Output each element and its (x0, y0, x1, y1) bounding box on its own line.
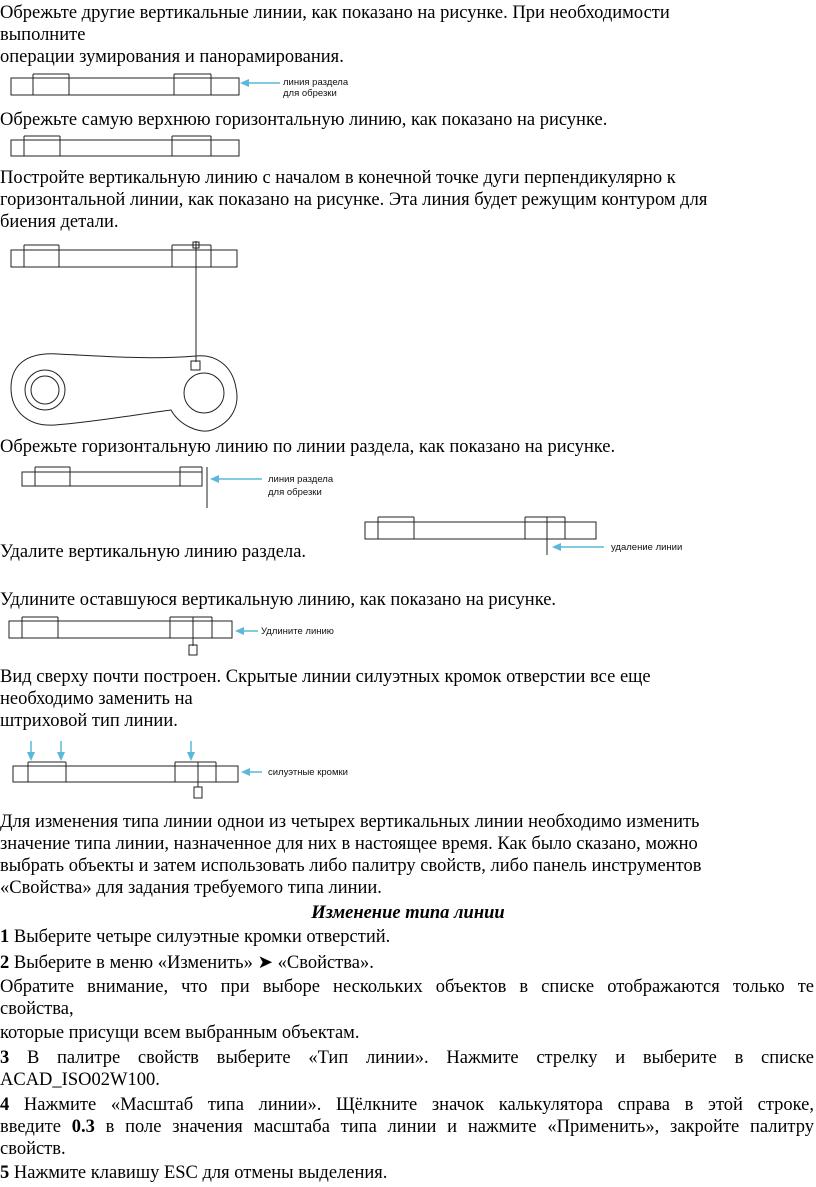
paragraph-8-line-3: выбрать объекты и затем использовать либо палитру свойств, либо панель инструментов (0, 856, 702, 876)
paragraph-3-line-3: биения детали. (0, 212, 119, 232)
step-2-text: Выберите в меню «Изменить» ➤ «Свойства». (9, 953, 374, 973)
paragraph-7-line-3: штриховой тип линии. (0, 711, 178, 731)
figure-3-cutting-contour (0, 238, 816, 438)
step-3-line-1 (0, 1047, 814, 1069)
step-4-line-2 (0, 1116, 814, 1138)
arrow-icon (235, 627, 258, 635)
paragraph-8-line-1: Для изменения типа линии однои из четырех вертикальных линии необходимо изменить (0, 812, 700, 832)
paragraph-3-line-2: горизонтальной линии, как показано на рисунке. Эта линия будет режущим контуром для (0, 190, 708, 210)
step-4-line-1 (0, 1094, 814, 1116)
step-1-number: 1 (0, 927, 10, 947)
section-title: Изменение типа линии (311, 903, 505, 923)
step-4-rest: в поле значения масштаба типа линии и нажмите «Применить», закройте палитру (94, 1117, 814, 1137)
arrow-icon (552, 543, 604, 551)
step-3-text: В палитре свойств выберите «Тип линии». Нажмите стрелку и выберите в списке (9, 1048, 814, 1068)
fig4-label-line2: для обрезки (268, 487, 322, 498)
arrow-down-icon (27, 741, 195, 761)
paragraph-1-line-3: операции зумирования и панорамирования. (0, 47, 344, 67)
step-5 (0, 1162, 387, 1184)
step-3-number: 3 (0, 1048, 10, 1068)
paragraph-2: Обрежьте самую верхнюю горизонтальную линию, как показано на рисунке. (0, 110, 608, 130)
note-line-1: Обратите внимание, что при выборе нескольких объектов в списке отображаются только те (0, 977, 814, 997)
step-5-number: 5 (0, 1163, 10, 1183)
fig1-label-line2: для обрезки (283, 88, 337, 99)
paragraph-5: Удалите вертикальную линию раздела. (0, 542, 307, 562)
figure-1-trim-vertical (0, 0, 816, 110)
step-4-text: Нажмите «Масштаб типа линии». Щёлкните значок калькулятора справа в этой строке, (9, 1095, 814, 1115)
fig6-label: Удлините линию (261, 626, 334, 637)
fig1-label-line1: линия раздела (283, 77, 349, 88)
fig5-label: удаление линии (611, 542, 683, 553)
step-4-line-3: свойств. (0, 1139, 66, 1159)
step-3-line-2: ACAD_ISO02W100. (0, 1070, 160, 1090)
figure-6-extend-line (0, 612, 816, 662)
step-1-text: Выберите четыре силуэтные кромки отверстий. (9, 927, 391, 947)
paragraph-6: Удлините оставшуюся вертикальную линию, как показано на рисунке. (0, 590, 557, 610)
paragraph-7-line-1: Вид сверху почти построен. Скрытые линии силуэтных кромок отверстии все еще (0, 667, 651, 687)
arrow-icon (241, 768, 262, 776)
paragraph-8-line-4: «Свойства» для задания требуемого типа линии. (0, 878, 382, 898)
paragraph-1-line-1: Обрежьте другие вертикальные линии, как показано на рисунке. При необходимости (0, 3, 670, 23)
paragraph-4: Обрежьте горизонтальную линию по линии раздела, как показано на рисунке. (0, 437, 616, 457)
paragraph-3-line-1: Постройте вертикальную линию с началом в конечной точке дуги перпендикулярно к (0, 168, 676, 188)
step-4-number: 4 (0, 1095, 10, 1115)
step-5-text: Нажмите клавишу ESC для отмены выделения. (9, 1163, 388, 1183)
step-2-number: 2 (0, 953, 10, 973)
figure-2-trim-top-line (0, 130, 816, 160)
arrow-icon (240, 79, 280, 87)
paragraph-8-line-2: значение типа линии, назначенное для них в настоящее время. Как было сказано, можно (0, 834, 698, 854)
step-4-enter: введите (0, 1117, 72, 1137)
paragraph-7-line-2: необходимо заменить на (0, 689, 193, 709)
note-line-3: которые присущи всем выбранным объектам. (0, 1023, 360, 1043)
note-line-2: свойства, (0, 999, 74, 1019)
step-2 (0, 952, 374, 974)
figure-7-silhouette-edges (0, 737, 816, 807)
fig7-label: силуэтные кромки (268, 767, 348, 778)
paragraph-1-line-2: выполните (0, 25, 86, 45)
step-4-value: 0.3 (71, 1117, 95, 1137)
fig4-label-line1: линия раздела (268, 474, 334, 485)
step-1 (0, 926, 390, 948)
arrow-icon (210, 475, 262, 483)
